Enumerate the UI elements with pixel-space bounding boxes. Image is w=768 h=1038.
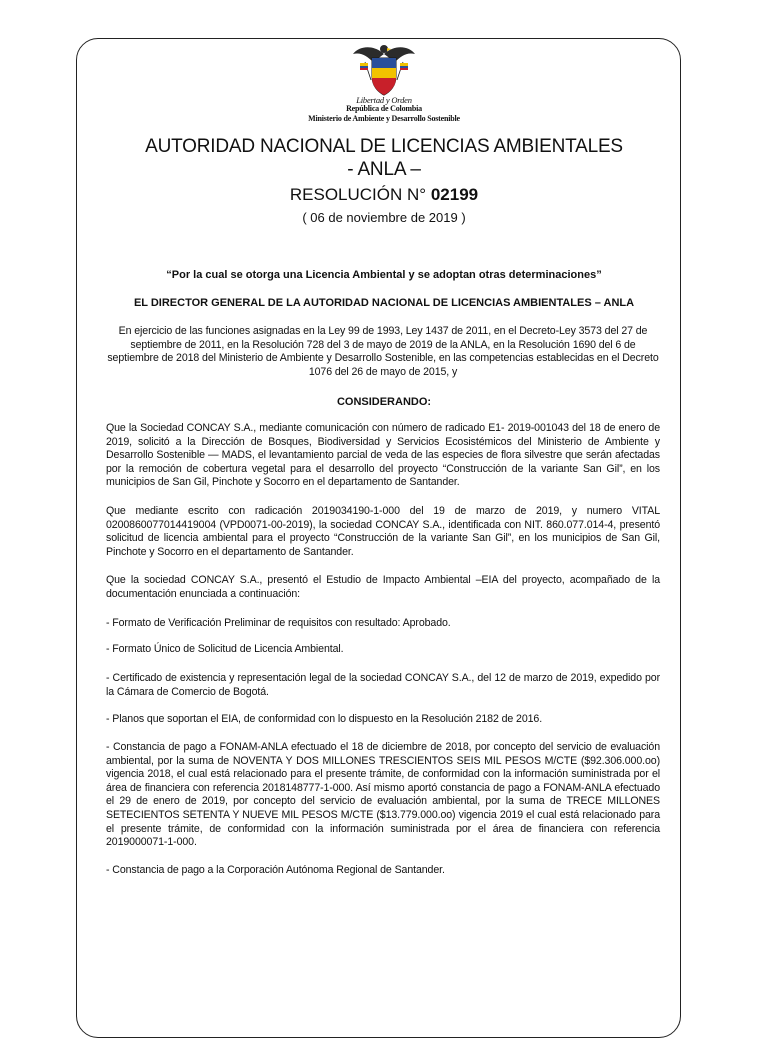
list-item-2: - Formato Único de Solicitud de Licencia Ambiental. xyxy=(106,643,344,655)
resolution-heading xyxy=(0,185,768,205)
list-item-5: - Constancia de pago a FONAM-ANLA efectuado el 18 de diciembre de 2018, por concepto del servicio de evaluación ambiental, por la suma de NOVENTA Y DOS MILLONES TRESCIENTOS SEIS MIL PESOS M/CTE ($92.306.000.oo) vigencia 2018, el cual está relacionado para el presente trámite, de conformidad con la información suministrada por el área de financiera con referencia 2018148777-1-000. Así mismo aportó constancia de pago a FONAM-ANLA efectuado el 29 de enero de 2019, por concepto del servicio de evaluación ambiental, por la suma de TRECE MILLONES SETECIENTOS SETENTA Y NUEVE MIL PESOS M/CTE ($13.779.000.oo) vigencia 2019 el cual está relacionado para el presente trámite, de conformidad con la información suministrada por el área de financiera con referencia 2019000071-1-000. xyxy=(106,741,660,849)
paragraph-2: Que mediante escrito con radicación 2019034190-1-000 del 19 de marzo de 2019, y numero VITAL 0200860077014419004 (VPD0071-00-2019), la sociedad CONCAY S.A., identificada con NIT. 860.077.014-4, presentó solicitud de licencia ambiental para el proyecto “Construcción de la variante San Gil”, en los municipios de San Gil, Pinchote y Socorro en el departamento de Santander. xyxy=(106,505,660,558)
resolution-number: 02199 xyxy=(430,185,479,204)
preamble-paragraph: En ejercicio de las funciones asignadas en la Ley 99 de 1993, Ley 1437 de 2011, en el Decreto-Ley 3573 del 27 de septiembre de 2011, en la Resolución 728 del 3 de mayo de 2019 de la ANLA, en la Resolución 1690 del 6 de septiembre de 2018 del Ministerio de Ambiente y Desarrollo Sostenible, en las competencias establecidas en el Decreto 1076 del 26 de mayo de 2015, y xyxy=(107,325,659,378)
authority-title: AUTORIDAD NACIONAL DE LICENCIAS AMBIENTALES xyxy=(145,136,623,157)
list-item-1: - Formato de Verificación Preliminar de requisitos con resultado: Aprobado. xyxy=(106,617,451,629)
paragraph-3: Que la sociedad CONCAY S.A., presentó el Estudio de Impacto Ambiental –EIA del proyecto, acompañado de la documentación enunciada a continuación: xyxy=(106,574,660,600)
ministry-name: Ministerio de Ambiente y Desarrollo Sostenible xyxy=(308,114,460,123)
list-item-3: - Certificado de existencia y representación legal de la sociedad CONCAY S.A., del 12 de marzo de 2019, expedido por la Cámara de Comercio de Bogotá. xyxy=(106,672,660,698)
list-item-4: - Planos que soportan el EIA, de conformidad con lo dispuesto en la Resolución 2182 de 2016. xyxy=(106,713,543,725)
resolution-date: ( 06 de noviembre de 2019 ) xyxy=(302,210,466,225)
paragraph-1: Que la Sociedad CONCAY S.A., mediante comunicación con número de radicado E1- 2019-001043 del 18 de enero de 2019, solicitó a la Dirección de Bosques, Biodiversidad y Servicios Ecosistémicos del Ministerio de Ambiente y Desarrollo Sostenible — MADS, el levantamiento parcial de veda de las especies de flora silvestre que serán afectadas por la remoción de cobertura vegetal para el desarrollo del proyecto “Construcción de la variante San Gil”, en los municipios de San Gil, Pinchote y Socorro en el departamento de Santander. xyxy=(106,422,660,489)
considerando-heading: CONSIDERANDO: xyxy=(336,396,432,408)
resolution-subject: “Por la cual se otorga una Licencia Ambiental y se adoptan otras determinaciones” xyxy=(166,269,602,281)
motto-text: Libertad y Orden xyxy=(356,95,412,105)
authority-acronym: - ANLA – xyxy=(347,159,421,180)
director-heading: EL DIRECTOR GENERAL DE LA AUTORIDAD NACIONAL DE LICENCIAS AMBIENTALES – ANLA xyxy=(133,297,635,309)
republic-name: República de Colombia xyxy=(346,104,422,113)
colombia-coat-of-arms-icon xyxy=(351,40,417,100)
resolution-label: RESOLUCIÓN N° xyxy=(289,185,427,204)
list-item-6: - Constancia de pago a la Corporación Autónoma Regional de Santander. xyxy=(106,864,445,876)
